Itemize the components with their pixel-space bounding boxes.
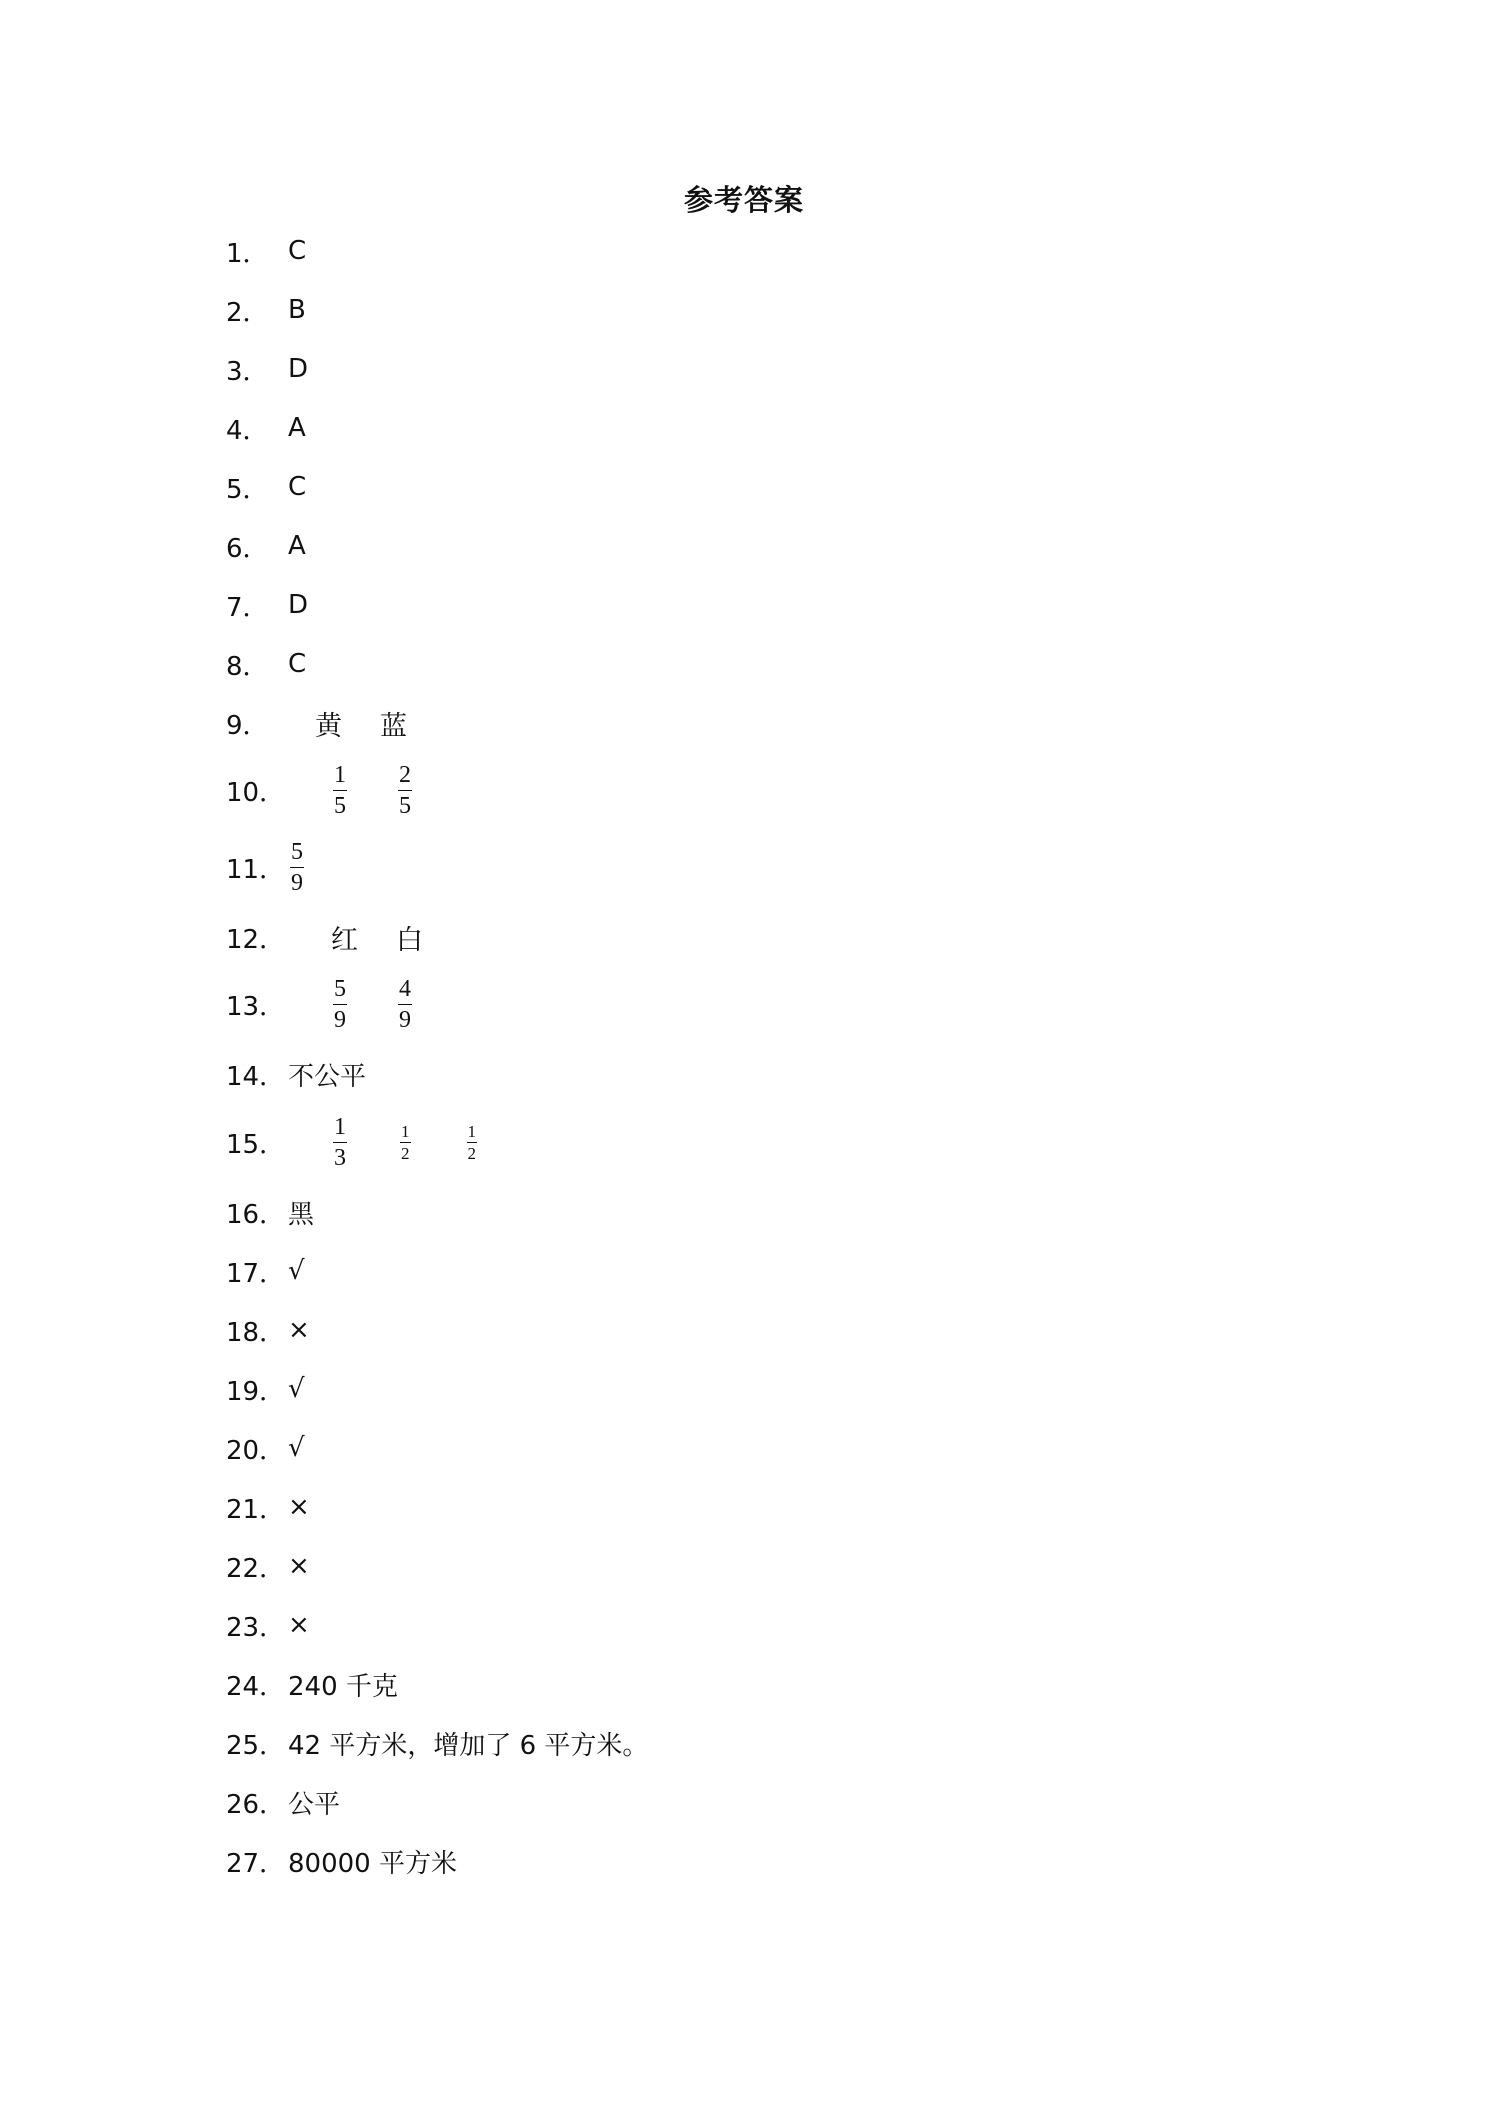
fraction-numerator: 1 (334, 1113, 346, 1140)
answer-item (226, 641, 306, 687)
fraction-bar (333, 790, 347, 791)
answer-number: 25． (226, 1730, 286, 1761)
answer-text: × (288, 1610, 310, 1640)
answer-item (226, 346, 308, 392)
answer-text: D (288, 590, 309, 620)
answer-text: A (288, 531, 306, 561)
answer-item (226, 405, 306, 451)
answer-item (226, 1114, 477, 1170)
answer-number: 13． (226, 991, 286, 1022)
answer-item (226, 464, 306, 510)
answer-item (226, 1720, 648, 1766)
answer-number: 23． (226, 1612, 286, 1643)
fraction-numerator: 4 (399, 975, 411, 1002)
fraction-denominator: 5 (399, 792, 411, 819)
answer-number: 8． (226, 651, 269, 682)
answer-item (226, 1189, 314, 1235)
fraction (333, 1115, 347, 1170)
fraction (398, 977, 412, 1032)
answer-item (226, 1366, 305, 1412)
answer-text: D (288, 354, 309, 384)
answer-number: 10． (226, 777, 286, 808)
answer-text: 80000 平方米 (288, 1848, 457, 1879)
answer-number: 22． (226, 1553, 286, 1584)
answer-text: B (288, 295, 306, 325)
fraction (467, 1123, 478, 1162)
answer-number: 3． (226, 356, 269, 387)
answer-number: 21． (226, 1494, 286, 1525)
answer-item (226, 976, 412, 1032)
fraction-denominator: 5 (334, 792, 346, 819)
answer-number: 1． (226, 238, 269, 269)
answer-number: 12． (226, 924, 286, 955)
answer-number: 15． (226, 1129, 286, 1160)
answer-number: 18． (226, 1317, 286, 1348)
answer-number: 11． (226, 854, 286, 885)
fraction-bar (398, 790, 412, 791)
answer-number: 16． (226, 1199, 286, 1230)
answer-item (226, 582, 308, 628)
answer-item (226, 762, 412, 818)
answer-text: × (288, 1492, 310, 1522)
fraction-bar (467, 1142, 478, 1143)
fraction-bar (333, 1142, 347, 1143)
answer-number: 4． (226, 415, 269, 446)
answer-item (226, 1307, 310, 1353)
fraction-denominator: 9 (291, 869, 303, 896)
answer-text: × (288, 1315, 310, 1345)
answer-item (226, 839, 304, 895)
answer-text: 公平 (288, 1789, 341, 1820)
answer-number: 2． (226, 297, 269, 328)
fraction-numerator: 5 (334, 975, 346, 1002)
answer-text: 黑 (288, 1199, 315, 1230)
answer-number: 19． (226, 1376, 286, 1407)
fraction-bar (398, 1004, 412, 1005)
fraction-bar (400, 1142, 411, 1143)
answer-item (226, 287, 306, 333)
answer-text: √ (288, 1256, 305, 1286)
answer-text: 240 千克 (288, 1671, 398, 1702)
answer-item (226, 1248, 305, 1294)
answer-number: 27． (226, 1848, 286, 1879)
answer-number: 20． (226, 1435, 286, 1466)
fraction (333, 977, 347, 1032)
answer-number: 6． (226, 533, 269, 564)
answer-item (226, 1838, 457, 1884)
answer-text: C (288, 236, 307, 266)
answer-item (226, 1543, 310, 1589)
answer-blank: 黄 (315, 710, 342, 742)
answer-number: 24． (226, 1671, 286, 1702)
answer-blank: 红 (331, 924, 358, 956)
answer-item (226, 1602, 310, 1648)
answer-item (226, 914, 423, 960)
fraction-denominator: 9 (399, 1006, 411, 1033)
fraction-numerator: 1 (401, 1121, 410, 1141)
fraction (290, 840, 304, 895)
answer-number: 14． (226, 1061, 286, 1092)
answer-item (226, 1661, 398, 1707)
answer-text: 不公平 (288, 1061, 367, 1092)
fraction-bar (333, 1004, 347, 1005)
fraction-numerator: 2 (399, 761, 411, 788)
answer-blank: 白 (396, 924, 423, 956)
answer-text: C (288, 649, 307, 679)
answer-number: 26． (226, 1789, 286, 1820)
fraction-numerator: 1 (334, 761, 346, 788)
answer-number: 17． (226, 1258, 286, 1289)
answer-number: 9． (226, 710, 269, 741)
answer-blank: 蓝 (380, 710, 407, 742)
answer-text: C (288, 472, 307, 502)
fraction-denominator: 2 (401, 1143, 410, 1163)
fraction (333, 763, 347, 818)
fraction-denominator: 9 (334, 1006, 346, 1033)
fraction-denominator: 3 (334, 1144, 346, 1171)
answer-item (226, 1425, 305, 1471)
answer-number: 5． (226, 474, 269, 505)
fraction-bar (290, 867, 304, 868)
fraction-numerator: 1 (467, 1121, 476, 1141)
answer-item (226, 700, 407, 746)
fraction (400, 1123, 411, 1162)
answer-item (226, 523, 306, 569)
fraction-numerator: 5 (291, 838, 303, 865)
fraction-denominator: 2 (467, 1143, 476, 1163)
answer-text: A (288, 413, 306, 443)
answer-number: 7． (226, 592, 269, 623)
answer-text: 42 平方米，增加了 6 平方米。 (288, 1730, 649, 1761)
answer-item (226, 1779, 340, 1825)
fraction (398, 763, 412, 818)
page-title: 参考答案 (683, 183, 804, 217)
answer-item (226, 1051, 366, 1097)
answer-item (226, 1484, 310, 1530)
answer-text: × (288, 1551, 310, 1581)
answer-text: √ (288, 1433, 305, 1463)
answer-text: √ (288, 1374, 305, 1404)
answer-item (226, 228, 306, 274)
